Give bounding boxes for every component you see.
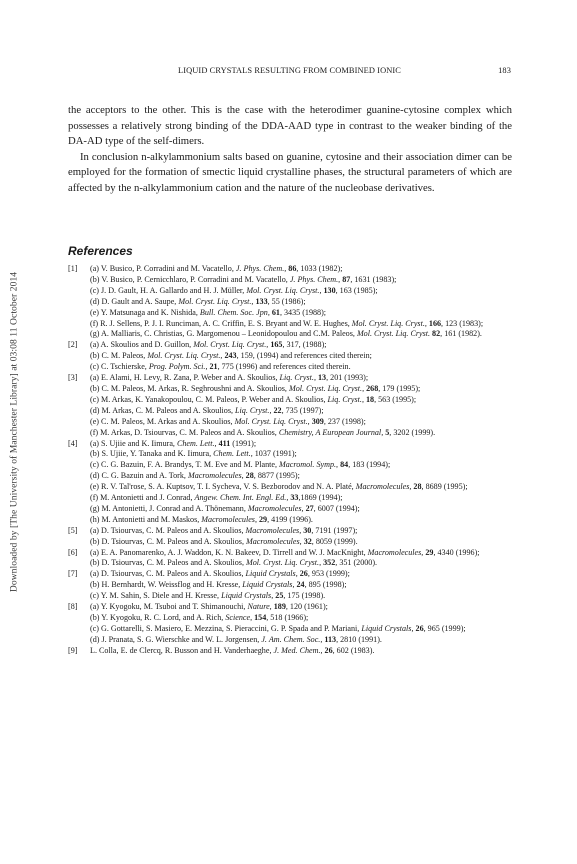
reference-list: [68, 264, 516, 657]
reference-number: [8]: [68, 602, 78, 612]
reference-citation: (d) J. Pranata, S. G. Wierschke and W. L. Jorgensen, J. Am. Chem. Soc., 113, 2810 (1991).: [90, 634, 382, 644]
reference-entry: [68, 439, 516, 526]
reference-citation: (f) M. Arkas, D. Tsiourvas, C. M. Paleos and A. Skoulios, Chemistry, A European Journal, 5, 3202 (1999).: [90, 427, 436, 437]
reference-citation: (b) C. M. Paleos, Mol. Cryst. Liq. Cryst., 243, 159, (1994) and references cited therein;: [90, 351, 372, 361]
reference-citation: (e) R. V. Tal'rose, S. A. Kuptsov, T. I. Sycheva, V. S. Bezborodov and N. A. Platé, Macromolecules, 28, 8689 (1995);: [90, 482, 468, 492]
reference-citation: (d) M. Arkas, C. M. Paleos and A. Skoulios, Liq. Cryst., 22, 735 (1997);: [90, 405, 324, 415]
reference-citation: (d) D. Gault and A. Saupe, Mol. Cryst. Liq. Cryst., 133, 55 (1986);: [90, 296, 306, 306]
reference-number: [1]: [68, 264, 78, 273]
reference-citation: (a) V. Busico, P. Corradini and M. Vacatello, J. Phys. Chem., 86, 1033 (1982);: [90, 264, 343, 273]
reference-number: [3]: [68, 373, 78, 383]
reference-number: [9]: [68, 645, 78, 655]
reference-citation: (g) A. Malliaris, C. Christias, G. Margomenou – Leonidopoulou and C.M. Paleos, Mol. Cryst. Liq. Cryst. 82, 161 (1982).: [90, 329, 482, 339]
reference-citation: (b) C. M. Paleos, M. Arkas, R. Seghroushni and A. Skoulios, Mol. Cryst. Liq. Cryst., 268, 179 (1995);: [90, 383, 421, 393]
reference-citation: (h) M. Antonietti and M. Maskos, Macromolecules, 29, 4199 (1996).: [90, 514, 313, 524]
reference-citation: (a) D. Tsiourvas, C. M. Paleos and A. Skoulios, Liquid Crystals, 26, 953 (1999);: [90, 569, 350, 579]
reference-citation: (a) S. Ujiie and K. Iimura, Chem. Lett., 411 (1991);: [90, 438, 257, 448]
download-watermark: Downloaded by [The University of Manchester Library] at 03:08 11 October 2014: [8, 271, 20, 593]
running-title: LIQUID CRYSTALS RESULTING FROM COMBINED IONIC: [178, 66, 401, 75]
reference-citation: (c) C. G. Bazuin, F. A. Brandys, T. M. Eve and M. Plante, Macromol. Symp., 84, 183 (1994);: [90, 460, 391, 470]
reference-citation: (a) E. Alami, H. Levy, R. Zana, P. Weber and A. Skoulios, Liq. Cryst., 13, 201 (1993);: [90, 373, 369, 383]
reference-citation: (b) V. Busico, P. Cernicchlaro, P. Corradini and M. Vacatello, J. Phys. Chem., 87, 1631 (1983);: [90, 274, 397, 284]
reference-citation: (a) E. A. Panomarenko, A. J. Waddon, K. N. Bakeev, D. Tirrell and W. J. MacKnight, Macromolecules, 29, 4340 (1996);: [90, 547, 480, 557]
reference-citation: (b) S. Ujiie, Y. Tanaka and K. Iimura, Chem. Lett., 1037 (1991);: [90, 449, 297, 459]
reference-number: [5]: [68, 525, 78, 535]
running-header: [68, 66, 511, 75]
reference-number: [6]: [68, 547, 78, 557]
reference-entry: [68, 569, 516, 602]
reference-entry: [68, 264, 516, 340]
reference-number: [2]: [68, 340, 78, 350]
reference-citation: (a) Y. Kyogoku, M. Tsuboi and T. Shimanouchi, Nature, 189, 120 (1961);: [90, 602, 328, 612]
reference-citation: (e) C. M. Paleos, M. Arkas and A. Skoulios, Mol. Cryst. Liq. Cryst., 309, 237 (1998);: [90, 416, 366, 426]
reference-citation: (f) M. Antonietti and J. Conrad, Angew. Chem. Int. Engl. Ed., 33,1869 (1994);: [90, 493, 343, 503]
reference-citation: (b) D. Tsiourvas, C. M. Paleos and A. Skoulios, Macromolecules, 32, 8059 (1999).: [90, 536, 358, 546]
reference-citation: (d) C. G. Bazuin and A. Tork, Macromolecules, 28, 8877 (1995);: [90, 471, 300, 481]
references-heading: References: [68, 244, 133, 258]
reference-citation: (c) Y. M. Sahin, S. Diele and H. Kresse, Liquid Crystals, 25, 175 (1998).: [90, 591, 326, 601]
paragraph: In conclusion n-alkylammonium salts based on guanine, cytosine and their association dimer can be employed for the formation of smectic liquid crystalline phases, the structural parameters of which are affected by the n-alkylammonium cation and the nature of the nucleobase derivatives.: [68, 150, 512, 194]
paragraph: the acceptors to the other. This is the case with the heterodimer guanine-cytosine complex which possesses a relatively strong binding of the DDA-AAD type in contrast to the weaker binding of the DA-AD type of the self-dimers.: [68, 104, 512, 147]
reference-number: [7]: [68, 569, 78, 579]
reference-entry: [68, 646, 516, 657]
reference-number: [4]: [68, 438, 78, 448]
reference-entry: [68, 602, 516, 646]
reference-citation: (e) Y. Matsunaga and K. Nishida, Bull. Chem. Soc. Jpn, 61, 3435 (1988);: [90, 307, 327, 317]
reference-citation: (g) M. Antonietti, J. Conrad and A. Thönemann, Macromolecules, 27, 6007 (1994);: [90, 503, 360, 513]
reference-entry: [68, 526, 516, 548]
reference-citation: (c) G. Gottarelli, S. Masiero, E. Mezzina, S. Pieraccini, G. P. Spada and P. Mariani, Liquid Crystals, 26, 965 (1999);: [90, 623, 466, 633]
reference-citation: (c) C. Tschierske, Prog. Polym. Sci., 21, 775 (1996) and references cited therein.: [90, 362, 351, 372]
reference-entry: [68, 548, 516, 570]
reference-citation: (a) D. Tsiourvas, C. M. Paleos and A. Skoulios, Macromolecules, 30, 7191 (1997);: [90, 525, 358, 535]
reference-citation: (b) D. Tsiourvas, C. M. Paleos and A. Skoulios, Mol. Cryst. Liq. Cryst., 352, 351 (2000).: [90, 558, 378, 568]
reference-entry: [68, 340, 516, 373]
reference-citation: (b) Y. Kyogoku, R. C. Lord, and A. Rich, Science, 154, 518 (1966);: [90, 613, 309, 622]
reference-entry: [68, 373, 516, 438]
reference-citation: L. Colla, E. de Clercq, R. Busson and H. Vanderhaeghe, J. Med. Chem., 26, 602 (1983).: [90, 645, 375, 655]
reference-citation: (c) J. D. Gault, H. A. Gallardo and H. J. Müller, Mol. Cryst. Liq. Cryst., 130, 163 (1985);: [90, 285, 378, 295]
reference-citation: (c) M. Arkas, K. Yanakopoulou, C. M. Paleos, P. Weber and A. Skoulios, Liq. Cryst., 18, 563 (1995);: [90, 394, 417, 404]
page-number: 183: [498, 66, 511, 75]
body-text: [68, 103, 512, 196]
reference-citation: (f) R. J. Sellens, P. J. I. Runciman, A. C. Criffin, E. S. Bryant and W. E. Hughes, Mol. Cryst. Liq. Cryst., 166, 123 (1983);: [90, 318, 484, 328]
reference-citation: (b) H. Bernhardt, W. Weissflog and H. Kresse, Liquid Crystals, 24, 895 (1998);: [90, 580, 347, 590]
reference-citation: (a) A. Skoulios and D. Guillon, Mol. Cryst. Liq. Cryst., 165, 317, (1988);: [90, 340, 327, 350]
